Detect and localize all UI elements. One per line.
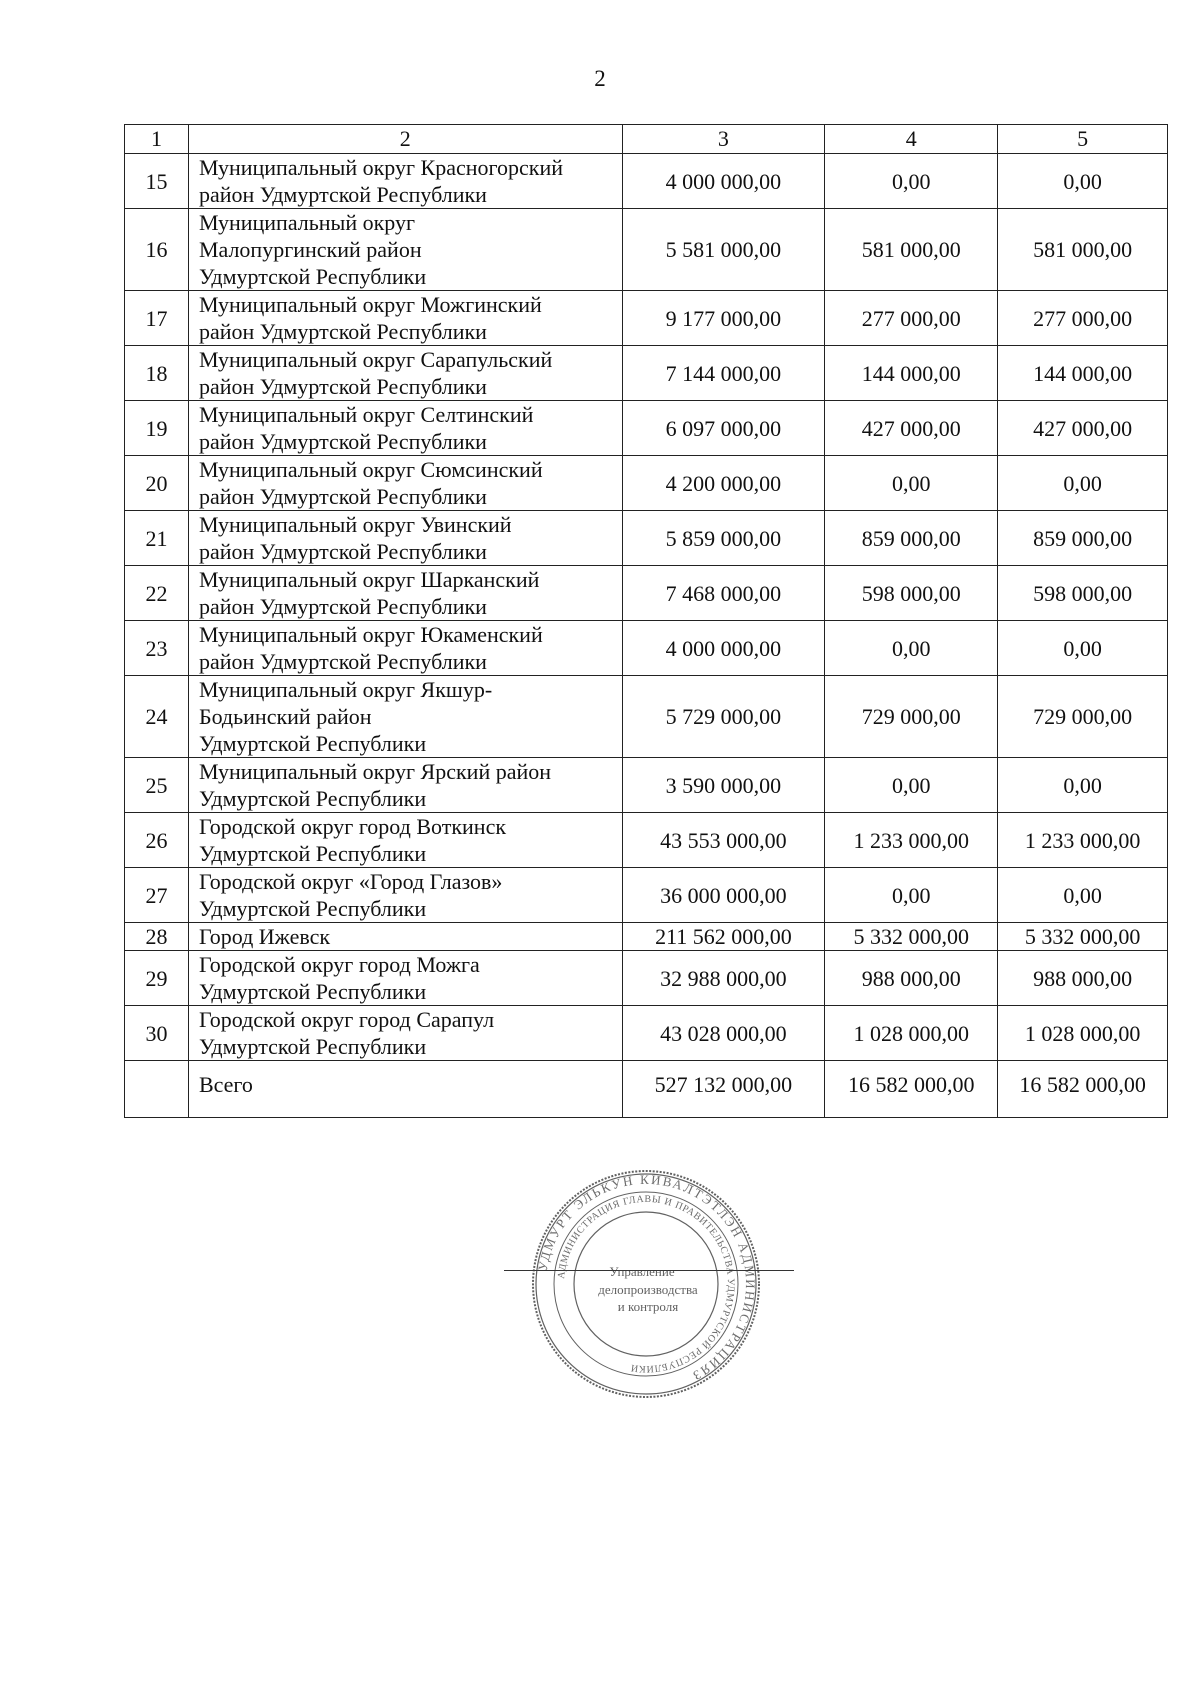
table-row (125, 813, 1168, 868)
seal-outer-text: УДМУРТ ЭЛЬКУН КИВАЛТЭТЛЭН АДМИНИСТРАЦИЯЗ (534, 1171, 759, 1385)
seal-inner-text: АДМИНИСТРАЦИЯ ГЛАВЫ И ПРАВИТЕЛЬСТВА УДМУРТСКОЙ РЕСПУБЛИКИ (556, 1193, 737, 1375)
row-number: 21 (125, 511, 189, 566)
row-number: 19 (125, 401, 189, 456)
amount-col5: 5 332 000,00 (998, 923, 1168, 951)
column-number: 2 (188, 125, 622, 154)
official-seal (530, 1168, 762, 1400)
row-number: 18 (125, 346, 189, 401)
table-row (125, 346, 1168, 401)
amount-col3: 7 468 000,00 (622, 566, 825, 621)
amount-col3: 6 097 000,00 (622, 401, 825, 456)
municipality-name: Муниципальный округ Шарканский район Удмуртской Республики (188, 566, 622, 621)
amount-col4: 729 000,00 (825, 676, 998, 758)
amount-col5: 427 000,00 (998, 401, 1168, 456)
total-col5: 16 582 000,00 (998, 1061, 1168, 1118)
municipality-name: Городской округ «Город Глазов» Удмуртской Республики (188, 868, 622, 923)
municipality-name: Город Ижевск (188, 923, 622, 951)
row-number: 30 (125, 1006, 189, 1061)
amount-col5: 859 000,00 (998, 511, 1168, 566)
table-row (125, 758, 1168, 813)
total-label: Всего (188, 1061, 622, 1118)
row-number: 22 (125, 566, 189, 621)
table-row (125, 1006, 1168, 1061)
municipality-name: Муниципальный округ Увинский район Удмуртской Республики (188, 511, 622, 566)
municipality-name: Муниципальный округ Юкаменский район Удмуртской Республики (188, 621, 622, 676)
amount-col5: 0,00 (998, 758, 1168, 813)
row-number: 28 (125, 923, 189, 951)
amount-col4: 581 000,00 (825, 209, 998, 291)
table-row (125, 676, 1168, 758)
table-row (125, 951, 1168, 1006)
seal-center-line: делопроизводства (598, 1282, 698, 1297)
row-number: 25 (125, 758, 189, 813)
column-number-row (125, 125, 1168, 154)
amount-col5: 144 000,00 (998, 346, 1168, 401)
row-number: 26 (125, 813, 189, 868)
column-number: 4 (825, 125, 998, 154)
municipality-name: Муниципальный округ Якшур- Бодьинский район Удмуртской Республики (188, 676, 622, 758)
row-number: 29 (125, 951, 189, 1006)
allocation-table (124, 124, 1168, 1118)
table-row (125, 868, 1168, 923)
seal-center-line: и контроля (617, 1299, 679, 1314)
amount-col3: 211 562 000,00 (622, 923, 825, 951)
amount-col3: 5 581 000,00 (622, 209, 825, 291)
amount-col5: 1 028 000,00 (998, 1006, 1168, 1061)
amount-col4: 277 000,00 (825, 291, 998, 346)
amount-col4: 1 028 000,00 (825, 1006, 998, 1061)
amount-col5: 581 000,00 (998, 209, 1168, 291)
row-number: 27 (125, 868, 189, 923)
amount-col5: 0,00 (998, 456, 1168, 511)
total-row (125, 1061, 1168, 1118)
amount-col4: 0,00 (825, 758, 998, 813)
amount-col4: 598 000,00 (825, 566, 998, 621)
table-row (125, 456, 1168, 511)
amount-col4: 1 233 000,00 (825, 813, 998, 868)
amount-col4: 0,00 (825, 456, 998, 511)
total-col4: 16 582 000,00 (825, 1061, 998, 1118)
table-row (125, 401, 1168, 456)
row-number: 23 (125, 621, 189, 676)
page-number: 2 (594, 66, 606, 91)
table-row (125, 154, 1168, 209)
amount-col4: 144 000,00 (825, 346, 998, 401)
table-row (125, 923, 1168, 951)
municipality-name: Городской округ город Можга Удмуртской Республики (188, 951, 622, 1006)
amount-col3: 3 590 000,00 (622, 758, 825, 813)
amount-col5: 598 000,00 (998, 566, 1168, 621)
table-row (125, 291, 1168, 346)
municipality-name: Муниципальный округ Малопургинский район Удмуртской Республики (188, 209, 622, 291)
municipality-name: Муниципальный округ Сюмсинский район Удмуртской Республики (188, 456, 622, 511)
total-empty (125, 1061, 189, 1118)
table-row (125, 621, 1168, 676)
amount-col5: 729 000,00 (998, 676, 1168, 758)
municipality-name: Муниципальный округ Ярский район Удмуртской Республики (188, 758, 622, 813)
amount-col5: 0,00 (998, 621, 1168, 676)
row-number: 24 (125, 676, 189, 758)
amount-col4: 859 000,00 (825, 511, 998, 566)
municipality-name: Городской округ город Сарапул Удмуртской Республики (188, 1006, 622, 1061)
amount-col4: 0,00 (825, 621, 998, 676)
amount-col3: 7 144 000,00 (622, 346, 825, 401)
amount-col4: 988 000,00 (825, 951, 998, 1006)
amount-col5: 0,00 (998, 868, 1168, 923)
table-row (125, 209, 1168, 291)
amount-col5: 1 233 000,00 (998, 813, 1168, 868)
amount-col3: 4 200 000,00 (622, 456, 825, 511)
amount-col3: 43 028 000,00 (622, 1006, 825, 1061)
municipality-name: Муниципальный округ Селтинский район Удмуртской Республики (188, 401, 622, 456)
row-number: 17 (125, 291, 189, 346)
amount-col3: 36 000 000,00 (622, 868, 825, 923)
amount-col3: 5 859 000,00 (622, 511, 825, 566)
total-col3: 527 132 000,00 (622, 1061, 825, 1118)
municipality-name: Городской округ город Воткинск Удмуртской Республики (188, 813, 622, 868)
table-row (125, 566, 1168, 621)
row-number: 16 (125, 209, 189, 291)
column-number: 1 (125, 125, 189, 154)
column-number: 5 (998, 125, 1168, 154)
seal-center-line: Управление (609, 1264, 675, 1279)
amount-col3: 5 729 000,00 (622, 676, 825, 758)
table-row (125, 511, 1168, 566)
amount-col4: 427 000,00 (825, 401, 998, 456)
amount-col4: 5 332 000,00 (825, 923, 998, 951)
amount-col3: 32 988 000,00 (622, 951, 825, 1006)
municipality-name: Муниципальный округ Сарапульский район Удмуртской Республики (188, 346, 622, 401)
amount-col3: 43 553 000,00 (622, 813, 825, 868)
municipality-name: Муниципальный округ Можгинский район Удмуртской Республики (188, 291, 622, 346)
amount-col5: 0,00 (998, 154, 1168, 209)
column-number: 3 (622, 125, 825, 154)
municipality-name: Муниципальный округ Красногорский район Удмуртской Республики (188, 154, 622, 209)
amount-col4: 0,00 (825, 154, 998, 209)
amount-col3: 4 000 000,00 (622, 621, 825, 676)
amount-col5: 277 000,00 (998, 291, 1168, 346)
amount-col5: 988 000,00 (998, 951, 1168, 1006)
amount-col4: 0,00 (825, 868, 998, 923)
row-number: 15 (125, 154, 189, 209)
amount-col3: 9 177 000,00 (622, 291, 825, 346)
row-number: 20 (125, 456, 189, 511)
amount-col3: 4 000 000,00 (622, 154, 825, 209)
